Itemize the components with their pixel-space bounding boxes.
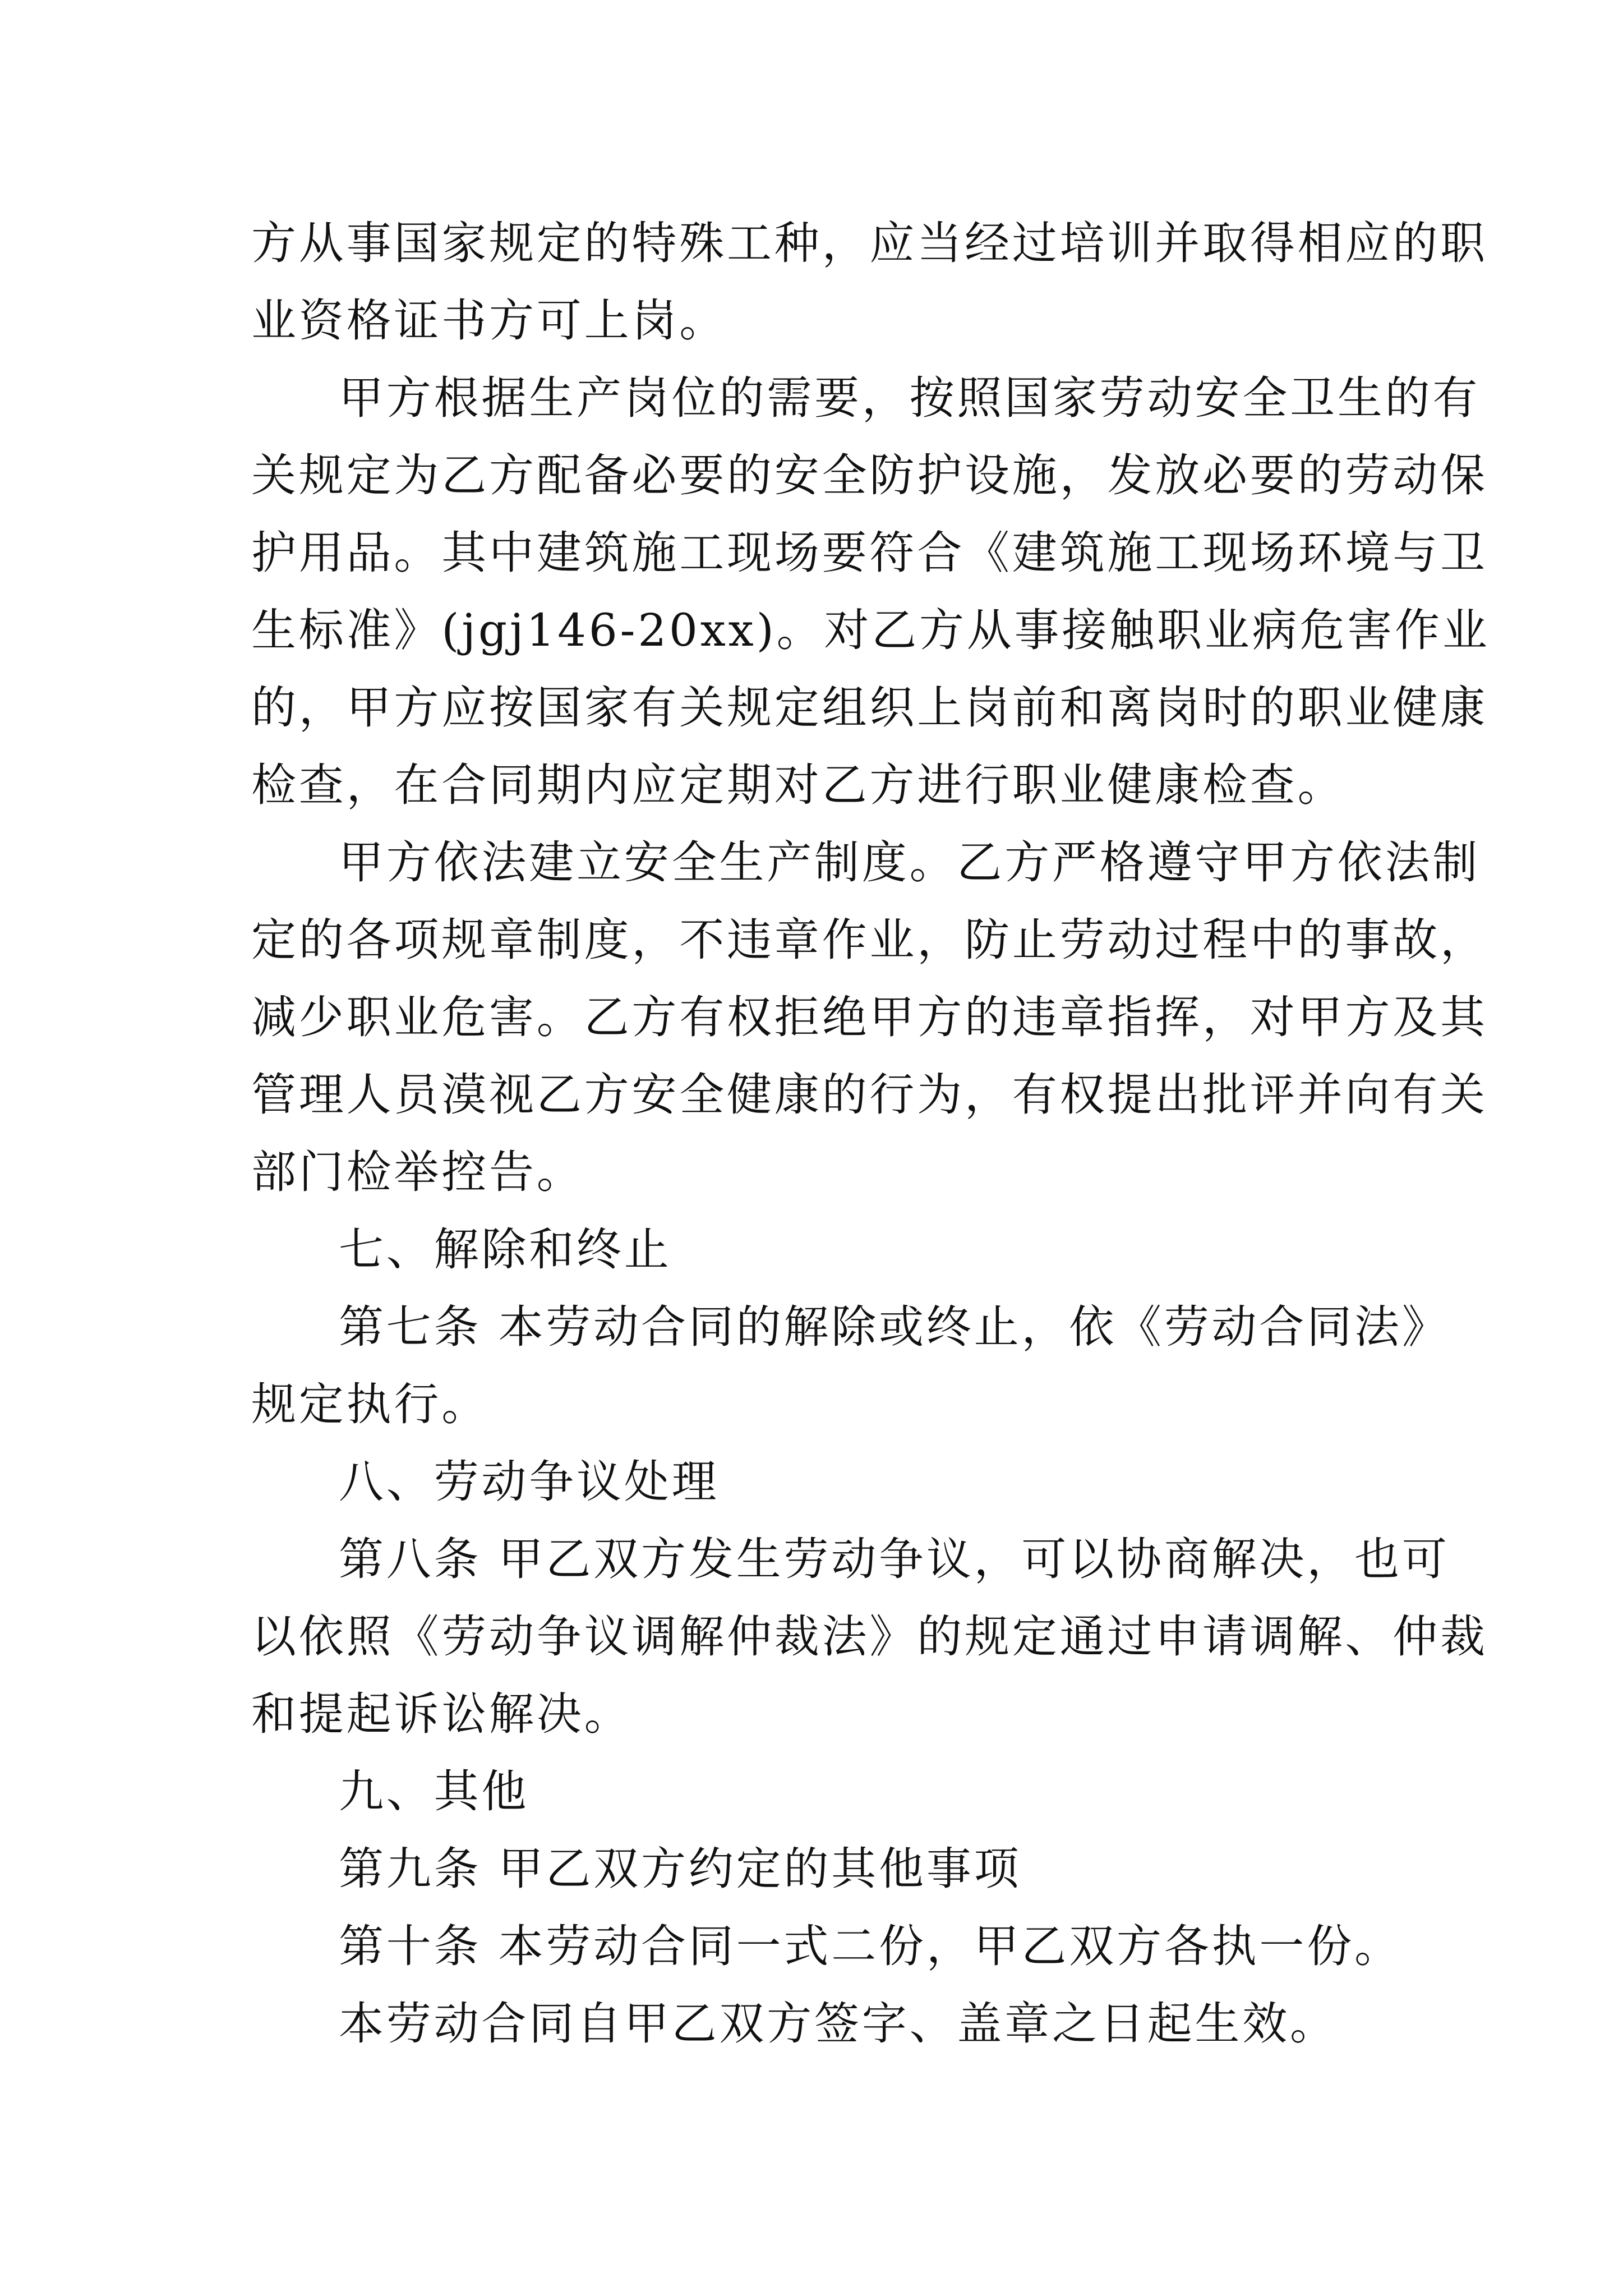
- paragraph-line: 的，甲方应按国家有关规定组织上岗前和离岗时的职业健康: [251, 682, 1488, 734]
- paragraph-line: 业资格证书方可上岗。: [251, 295, 727, 347]
- article-line: 规定执行。: [251, 1378, 489, 1430]
- paragraph-line: 部门检举控告。: [251, 1146, 584, 1198]
- paragraph-line: 甲方根据生产岗位的需要，按照国家劳动安全卫生的有: [339, 372, 1481, 424]
- article-line: 和提起诉讼解决。: [251, 1688, 632, 1740]
- paragraph-line: 甲方依法建立安全生产制度。乙方严格遵守甲方依法制: [339, 836, 1481, 889]
- article-line: 第十条 本劳动合同一式二份，甲乙双方各执一份。: [339, 1920, 1402, 1972]
- paragraph-line: 生标准》(jgj146-20xx)。对乙方从事接触职业病危害作业: [251, 604, 1490, 656]
- paragraph-line: 管理人员漠视乙方安全健康的行为，有权提出批评并向有关: [251, 1069, 1488, 1121]
- paragraph-line: 方从事国家规定的特殊工种，应当经过培训并取得相应的职: [251, 217, 1488, 269]
- paragraph-line: 关规定为乙方配备必要的安全防护设施，发放必要的劳动保: [251, 449, 1488, 501]
- section-heading: 七、解除和终止: [339, 1223, 672, 1276]
- paragraph-line: 定的各项规章制度，不违章作业，防止劳动过程中的事故，: [251, 914, 1488, 966]
- article-line: 第九条 甲乙双方约定的其他事项: [339, 1843, 1022, 1895]
- paragraph-line: 减少职业危害。乙方有权拒绝甲方的违章指挥，对甲方及其: [251, 991, 1488, 1043]
- closing-line: 本劳动合同自甲乙双方签字、盖章之日起生效。: [339, 1998, 1338, 2050]
- article-line: 第七条 本劳动合同的解除或终止，依《劳动合同法》: [339, 1301, 1450, 1353]
- article-line: 第八条 甲乙双方发生劳动争议，可以协商解决，也可: [339, 1533, 1450, 1585]
- paragraph-line: 检查，在合同期内应定期对乙方进行职业健康检查。: [251, 759, 1345, 811]
- section-heading: 九、其他: [339, 1765, 529, 1818]
- article-line: 以依照《劳动争议调解仲裁法》的规定通过申请调解、仲裁: [251, 1611, 1488, 1663]
- section-heading: 八、劳动争议处理: [339, 1456, 720, 1508]
- paragraph-line: 护用品。其中建筑施工现场要符合《建筑施工现场环境与卫: [251, 527, 1488, 579]
